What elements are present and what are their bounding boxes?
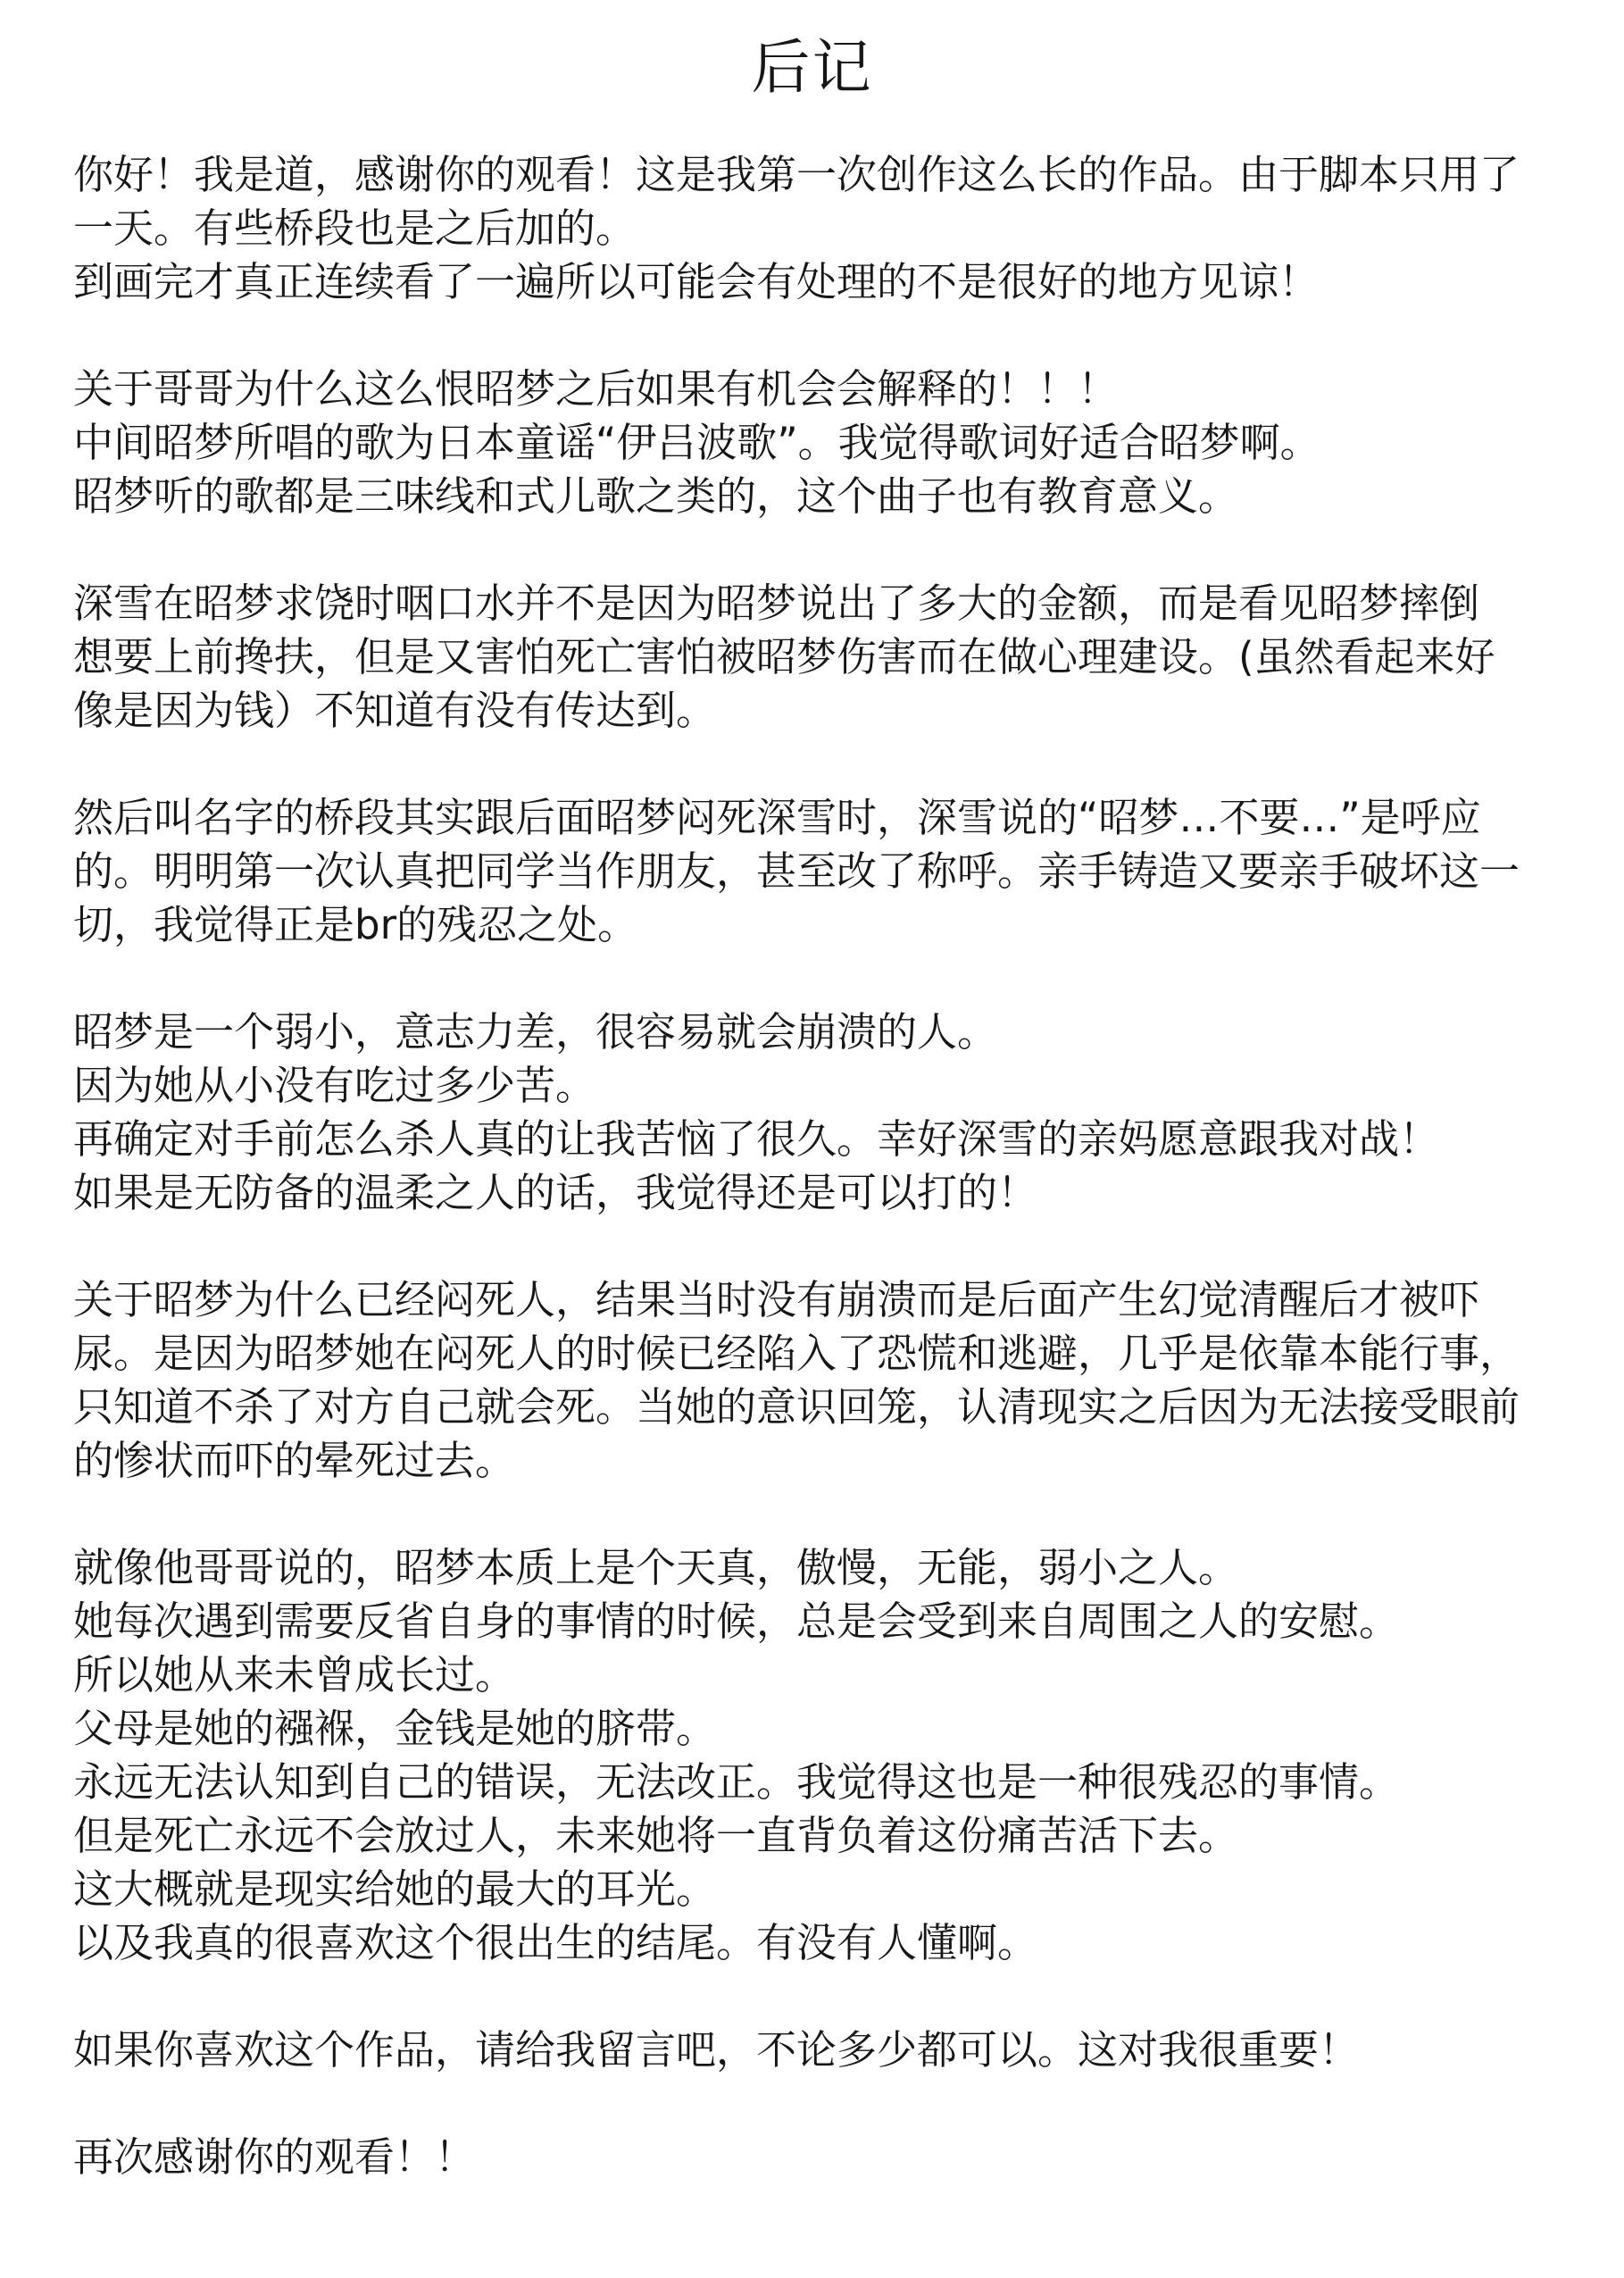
text-line: 你好！我是道，感谢你的观看！这是我第一次创作这么长的作品。由于脚本只用了 [73, 151, 1520, 198]
text-line: 永远无法认知到自己的错误，无法改正。我觉得这也是一种很残忍的事情。 [73, 1758, 1400, 1806]
text-line: 如果是无防备的温柔之人的话，我觉得还是可以打的！ [73, 1169, 1038, 1216]
text-line: 她每次遇到需要反省自身的事情的时候，总是会受到来自周围之人的安慰。 [73, 1598, 1400, 1645]
text-line: 因为她从小没有吃过多少苦。 [73, 1062, 596, 1109]
text-line: 关于昭梦为什么已经闷死人，结果当时没有崩溃而是后面产生幻觉清醒后才被吓 [73, 1276, 1480, 1323]
text-line: 关于哥哥为什么这么恨昭梦之后如果有机会会解释的！！！ [73, 365, 1119, 413]
text-line: 像是因为钱）不知道有没有传达到。 [73, 687, 717, 734]
paragraph [73, 2023, 1555, 2077]
text-line: 中间昭梦所唱的歌为日本童谣“伊吕波歌”。我觉得歌词好适合昭梦啊。 [73, 419, 1320, 466]
text-line: 然后叫名字的桥段其实跟后面昭梦闷死深雪时，深雪说的“昭梦…不要…”是呼应 [73, 794, 1481, 841]
text-line: 父母是她的襁褓，金钱是她的脐带。 [73, 1705, 717, 1752]
text-line: 如果你喜欢这个作品，请给我留言吧，不论多少都可以。这对我很重要！ [73, 2026, 1360, 2074]
paragraph [73, 2131, 1555, 2184]
text-line: 就像他哥哥说的，昭梦本质上是个天真，傲慢，无能，弱小之人。 [73, 1544, 1239, 1591]
afterword-body [73, 148, 1555, 2238]
text-line: 昭梦是一个弱小，意志力差，很容易就会崩溃的人。 [73, 1008, 998, 1056]
paragraph [73, 148, 1555, 309]
text-line: 所以她从来未曾成长过。 [73, 1651, 516, 1698]
text-line: 只知道不杀了对方自己就会死。当她的意识回笼，认清现实之后因为无法接受眼前 [73, 1383, 1520, 1431]
text-line: 的。明明第一次认真把同学当作朋友，甚至改了称呼。亲手铸造又要亲手破坏这一 [73, 847, 1520, 895]
text-line: 的惨状而吓的晕死过去。 [73, 1437, 516, 1484]
text-line: 深雪在昭梦求饶时咽口水并不是因为昭梦说出了多大的金额，而是看见昭梦摔倒 [73, 580, 1480, 627]
text-line: 但是死亡永远不会放过人，未来她将一直背负着这份痛苦活下去。 [73, 1812, 1239, 1859]
text-line: 一天。有些桥段也是之后加的。 [73, 204, 637, 252]
text-line: 到画完才真正连续看了一遍所以可能会有处理的不是很好的地方见谅！ [73, 258, 1320, 305]
text-line: 切，我觉得正是br的残忍之处。 [73, 901, 638, 948]
paragraph [73, 577, 1555, 738]
paragraph [73, 1005, 1555, 1220]
text-line: 尿。是因为昭梦她在闷死人的时候已经陷入了恐慌和逃避，几乎是依靠本能行事， [73, 1330, 1520, 1377]
paragraph [73, 791, 1555, 952]
text-line: 昭梦听的歌都是三味线和式儿歌之类的，这个曲子也有教育意义。 [73, 472, 1239, 520]
paragraph [73, 1541, 1555, 1970]
text-line: 以及我真的很喜欢这个很出生的结尾。有没有人懂啊。 [73, 1919, 1038, 1966]
text-line: 想要上前搀扶，但是又害怕死亡害怕被昭梦伤害而在做心理建设。(虽然看起来好 [73, 633, 1495, 680]
text-line: 再确定对手前怎么杀人真的让我苦恼了很久。幸好深雪的亲妈愿意跟我对战！ [73, 1115, 1440, 1163]
text-line: 再次感谢你的观看！！ [73, 2133, 476, 2181]
paragraph [73, 1273, 1555, 1488]
page-title: 后记 [751, 33, 873, 102]
paragraph [73, 363, 1555, 523]
text-line: 这大概就是现实给她的最大的耳光。 [73, 1865, 717, 1913]
